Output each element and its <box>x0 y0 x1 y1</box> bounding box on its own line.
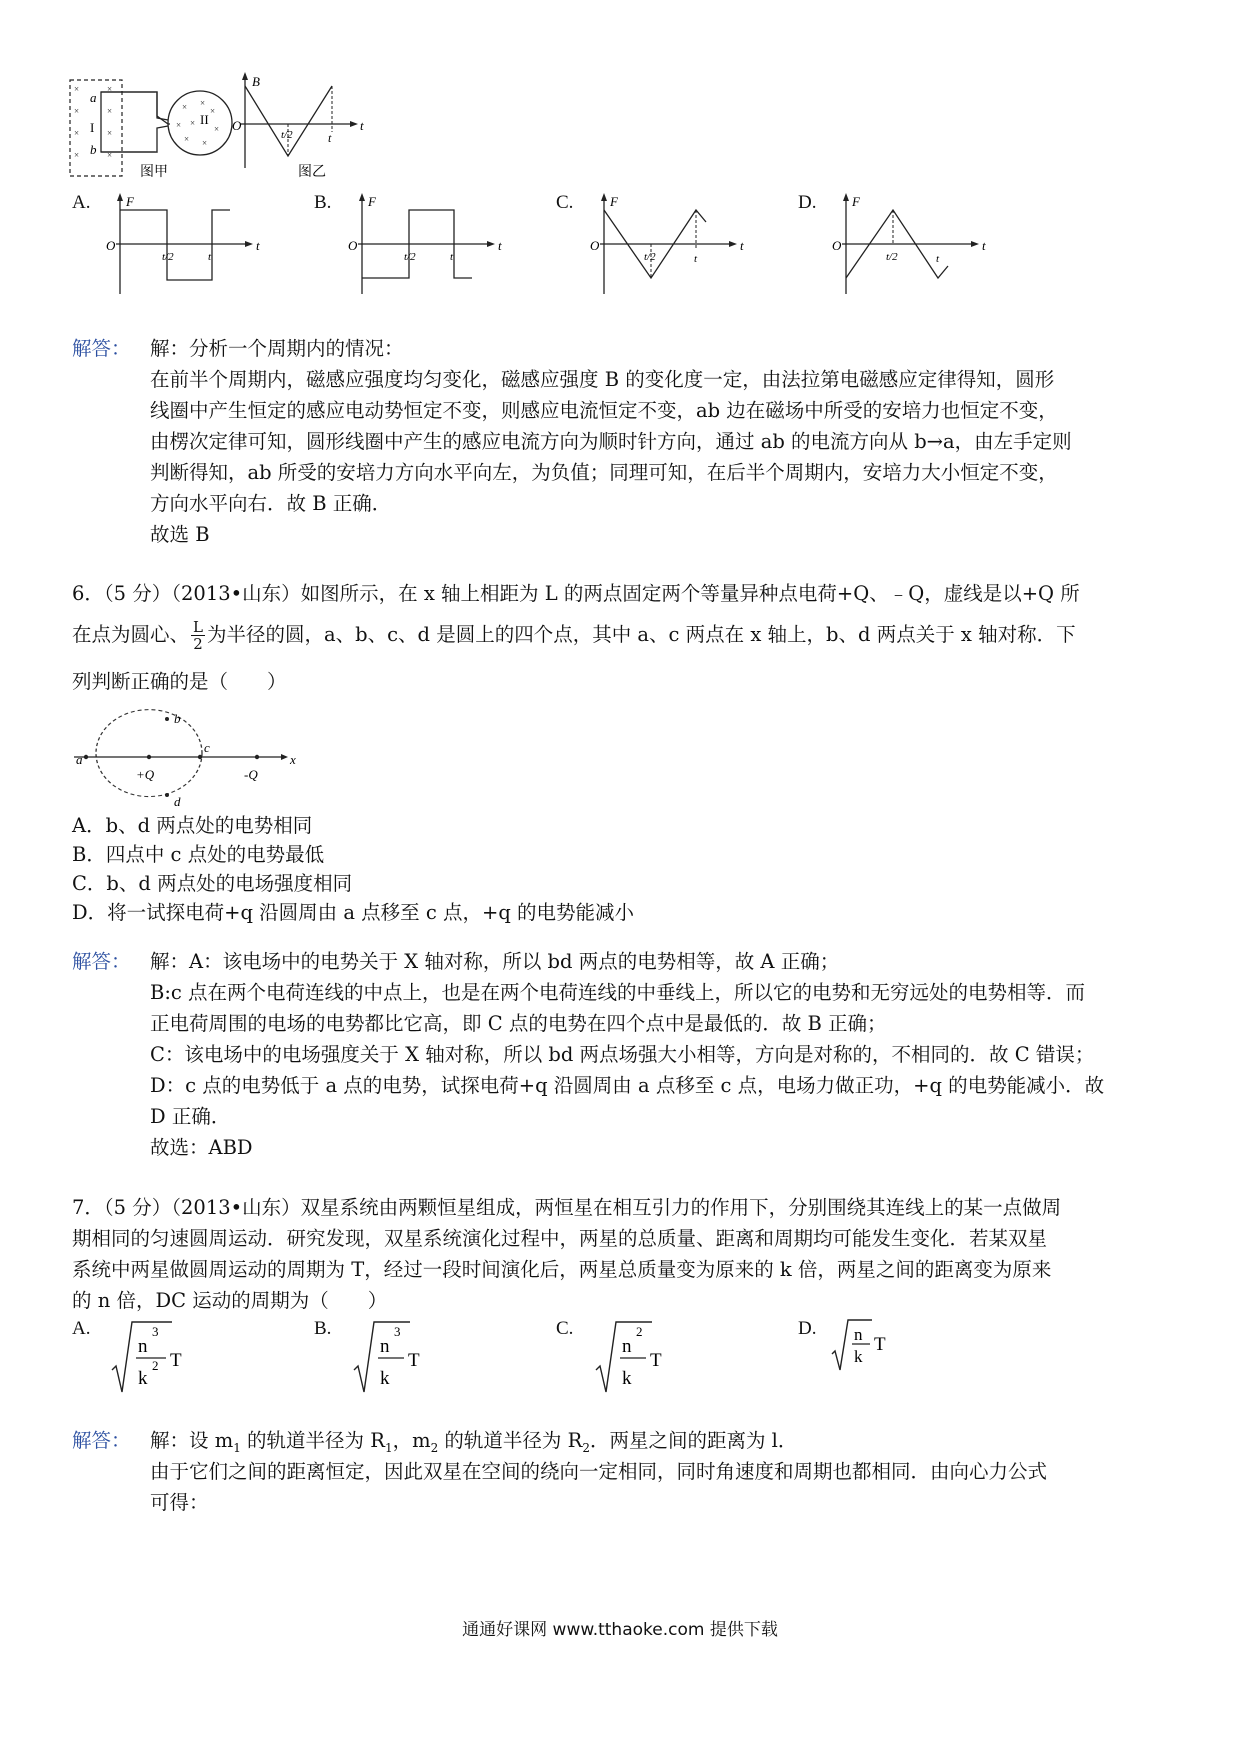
yi-label-o: O <box>232 118 242 133</box>
svg-text:×: × <box>214 124 220 134</box>
b-label-o: O <box>348 238 358 253</box>
answer7-l1-a: 解：设 m <box>150 1429 234 1452</box>
c-axis-t: t <box>740 238 744 253</box>
yi-label-b: B <box>252 74 260 89</box>
answer5-line-1: 解：分析一个周期内的情况： <box>150 337 404 360</box>
svg-text:×: × <box>200 98 206 108</box>
label-b: b <box>90 142 97 157</box>
svg-text:×: × <box>74 150 80 160</box>
answer6-line-6: D 正确． <box>150 1105 231 1128</box>
b-label-t2: t/2 <box>404 251 416 263</box>
d-label-t: t <box>936 253 940 265</box>
c-label-t: t <box>694 253 698 265</box>
fraction-l-over-2 <box>191 619 205 652</box>
q6-option-d[interactable]: D．将一试探电荷+q 沿圆周由 a 点移至 c 点，+q 的电势能减小 <box>72 901 635 924</box>
q6-option-b[interactable]: B．四点中 c 点处的电势最低 <box>72 843 325 866</box>
q7-line-2: 期相同的匀速圆周运动．研究发现，双星系统演化过程中，两星的总质量、距离和周期均可能发生变化．若某双星 <box>72 1227 1048 1250</box>
answer5-line-2: 在前半个周期内，磁感应强度均匀变化，磁感应强度 B 的变化度一定，由法拉第电磁感应定律得知，圆形 <box>150 368 1055 391</box>
answer5-line-6: 方向水平向右．故 B 正确． <box>150 492 392 515</box>
fig6-axis-x: x <box>290 752 296 767</box>
a-label-t2: t/2 <box>162 251 174 263</box>
svg-text:×: × <box>74 106 80 116</box>
c-label-t2: t/2 <box>644 251 656 263</box>
c-label-f: F <box>610 194 618 209</box>
svg-text:×: × <box>107 106 113 116</box>
answer7-sub-2: 1 <box>384 1440 393 1455</box>
yi-label-t: t <box>328 131 332 145</box>
svg-text:×: × <box>210 106 216 116</box>
q5-option-d-graph[interactable] <box>826 190 996 300</box>
b-den: k <box>380 1368 390 1389</box>
a-tail: T <box>170 1350 182 1371</box>
caption-jia: 图甲 <box>140 165 168 180</box>
caption-yi: 图乙 <box>298 165 326 180</box>
a-label-f: F <box>126 194 134 209</box>
c-num: n <box>622 1336 632 1357</box>
a-den: k <box>138 1368 148 1389</box>
fig6-label-d: d <box>174 794 181 808</box>
q7-line-1: 7．（5 分）（2013•山东）双星系统由两颗恒星组成，两恒星在相互引力的作用下，分别围绕其连线上的某一点做周 <box>72 1196 1062 1219</box>
answer7-l1-c: ，m <box>392 1429 431 1452</box>
label-a: a <box>90 90 97 105</box>
fig6-label-a: a <box>76 752 83 767</box>
answer5-line-3: 线圈中产生恒定的感应电动势恒定不变，则感应电流恒定不变，ab 边在磁场中所受的安培力也恒定不变， <box>150 399 1058 422</box>
svg-text:×: × <box>107 84 113 94</box>
q7-option-a-letter[interactable]: A. <box>72 1318 91 1339</box>
b-label-t: t <box>450 251 454 263</box>
q7-option-c-formula[interactable] <box>594 1318 694 1398</box>
d-label-t2: t/2 <box>886 251 898 263</box>
answer7-line-3: 可得： <box>150 1491 209 1514</box>
b-label-f: F <box>368 194 376 209</box>
svg-text:×: × <box>74 128 80 138</box>
fraction-numerator: L <box>193 618 203 636</box>
q5-option-c-graph[interactable] <box>584 190 754 300</box>
q7-option-a-formula[interactable] <box>110 1318 210 1398</box>
figure-charges-circle <box>74 708 304 808</box>
q7-option-c-letter[interactable]: C. <box>556 1318 574 1339</box>
answer5-line-5: 判断得知，ab 所受的安培力方向水平向左，为负值；同理可知，在后半个周期内，安培力大小恒定不变， <box>150 461 1058 484</box>
fig6-label-plus-q: +Q <box>136 767 155 782</box>
q6-option-a[interactable]: A．b、d 两点处的电势相同 <box>72 814 313 837</box>
q7-option-d-letter[interactable]: D. <box>798 1318 817 1339</box>
answer6-line-4: C：该电场中的电场强度关于 X 轴对称，所以 bd 两点场强大小相等，方向是对称的，不相同的．故 C 错误； <box>150 1043 1095 1066</box>
d-tail: T <box>874 1334 886 1355</box>
answer7-line-2: 由于它们之间的距离恒定，因此双星在空间的绕向一定相同，同时角速度和周期也都相同．由向心力公式 <box>150 1460 1048 1483</box>
a-axis-t: t <box>256 238 260 253</box>
fraction-denominator: 2 <box>193 635 203 653</box>
svg-text:×: × <box>182 102 188 112</box>
svg-text:×: × <box>202 138 208 148</box>
q7-option-b-formula[interactable] <box>352 1318 452 1398</box>
q7-line-3: 系统中两星做圆周运动的周期为 T，经过一段时间演化后，两星总质量变为原来的 k 倍，两星之间的距离变为原来 <box>72 1258 1052 1281</box>
answer7-label: 解答： <box>72 1429 131 1452</box>
q6-line-2-pre: 在点为圆心、 <box>72 623 190 646</box>
c-num-exp: 2 <box>636 1324 643 1339</box>
svg-text:×: × <box>107 150 113 160</box>
svg-text:×: × <box>190 118 196 128</box>
q6-line-1: 6．（5 分）（2013•山东）如图所示，在 x 轴上相距为 L 的两点固定两个等量异种点电荷+Q、﹣Q，虚线是以+Q 所 <box>72 582 1080 605</box>
a-label-t: t <box>208 251 212 263</box>
q6-line-3: 列判断正确的是（ ） <box>72 670 287 693</box>
q7-line-4: 的 n 倍，DC 运动的周期为（ ） <box>72 1289 388 1312</box>
answer7-l1-d: 的轨道半径为 R <box>438 1429 583 1452</box>
svg-text:×: × <box>74 84 80 94</box>
d-num: n <box>854 1325 863 1344</box>
q5-option-a-graph[interactable] <box>100 190 270 300</box>
b-num-exp: 3 <box>394 1324 401 1339</box>
answer7-sub-3: 2 <box>430 1440 439 1455</box>
answer7-l1-b: 的轨道半径为 R <box>240 1429 385 1452</box>
answer6-line-7: 故选：ABD <box>150 1136 253 1159</box>
q5-option-b-graph[interactable] <box>342 190 512 300</box>
label-region-ii: II <box>200 112 209 127</box>
q5-option-a-letter[interactable]: A. <box>72 192 91 213</box>
answer5-line-4: 由楞次定律可知，圆形线圈中产生的感应电流方向为顺时针方向，通过 ab 的电流方向从 b→a，由左手定则 <box>150 430 1072 453</box>
answer5-label: 解答： <box>72 337 131 360</box>
c-label-o: O <box>590 238 600 253</box>
svg-text:×: × <box>176 120 182 130</box>
answer6-label: 解答： <box>72 950 131 973</box>
answer6-line-1: 解：A：该电场中的电势关于 X 轴对称，所以 bd 两点的电势相等，故 A 正确； <box>150 950 840 973</box>
a-num: n <box>138 1336 148 1357</box>
q6-line-2-post: 为半径的圆，a、b、c、d 是圆上的四个点，其中 a、c 两点在 x 轴上，b、d 两点关于 x 轴对称．下 <box>206 623 1076 646</box>
c-tail: T <box>650 1350 662 1371</box>
b-num: n <box>380 1336 390 1357</box>
a-den-exp: 2 <box>152 1358 159 1373</box>
q5-option-c-letter[interactable]: C. <box>556 192 574 213</box>
q7-option-d-formula[interactable] <box>830 1318 920 1378</box>
answer7-sub-1: 1 <box>233 1440 241 1455</box>
answer6-line-3: 正电荷周围的电场的电势都比它高，即 C 点的电势在四个点中是最低的．故 B 正确； <box>150 1012 887 1035</box>
yi-axis-t: t <box>360 118 364 133</box>
answer6-line-2: B:c 点在两个电荷连线的中点上，也是在两个电荷连线的中垂线上，所以它的电势和无穷远处的电势相等．而 <box>150 981 1086 1004</box>
fig6-label-minus-q: -Q <box>244 767 258 782</box>
a-label-o: O <box>106 238 116 253</box>
b-axis-t: t <box>498 238 502 253</box>
q7-option-b-letter[interactable]: B. <box>314 1318 332 1339</box>
yi-label-t2: t/2 <box>281 129 293 141</box>
d-label-f: F <box>852 194 860 209</box>
q6-line-2 <box>72 619 1076 652</box>
answer7-sub-4: 2 <box>582 1440 590 1455</box>
d-axis-t: t <box>982 238 986 253</box>
answer6-line-5: D：c 点的电势低于 a 点的电势，试探电荷+q 沿圆周由 a 点移至 c 点，电场力做正功，+q 的电势能减小．故 <box>150 1074 1105 1097</box>
answer5-line-7: 故选 B <box>150 523 210 546</box>
c-den: k <box>622 1368 632 1389</box>
q5-option-b-letter[interactable]: B. <box>314 192 332 213</box>
svg-text:×: × <box>107 128 113 138</box>
answer7-l1-e: ．两星之间的距离为 l． <box>589 1429 798 1452</box>
b-tail: T <box>408 1350 420 1371</box>
figure-jia-yi <box>60 70 380 185</box>
fig6-label-c: c <box>204 740 210 755</box>
d-label-o: O <box>832 238 842 253</box>
q6-option-c[interactable]: C．b、d 两点处的电场强度相同 <box>72 872 353 895</box>
a-num-exp: 3 <box>152 1324 159 1339</box>
label-region-i: I <box>90 120 95 135</box>
page-footer: 通通好课网 www.tthaoke.com 提供下载 <box>462 1620 778 1640</box>
d-den: k <box>854 1347 863 1366</box>
q5-option-d-letter[interactable]: D. <box>798 192 817 213</box>
fig6-label-b: b <box>174 711 181 726</box>
svg-text:×: × <box>184 134 190 144</box>
